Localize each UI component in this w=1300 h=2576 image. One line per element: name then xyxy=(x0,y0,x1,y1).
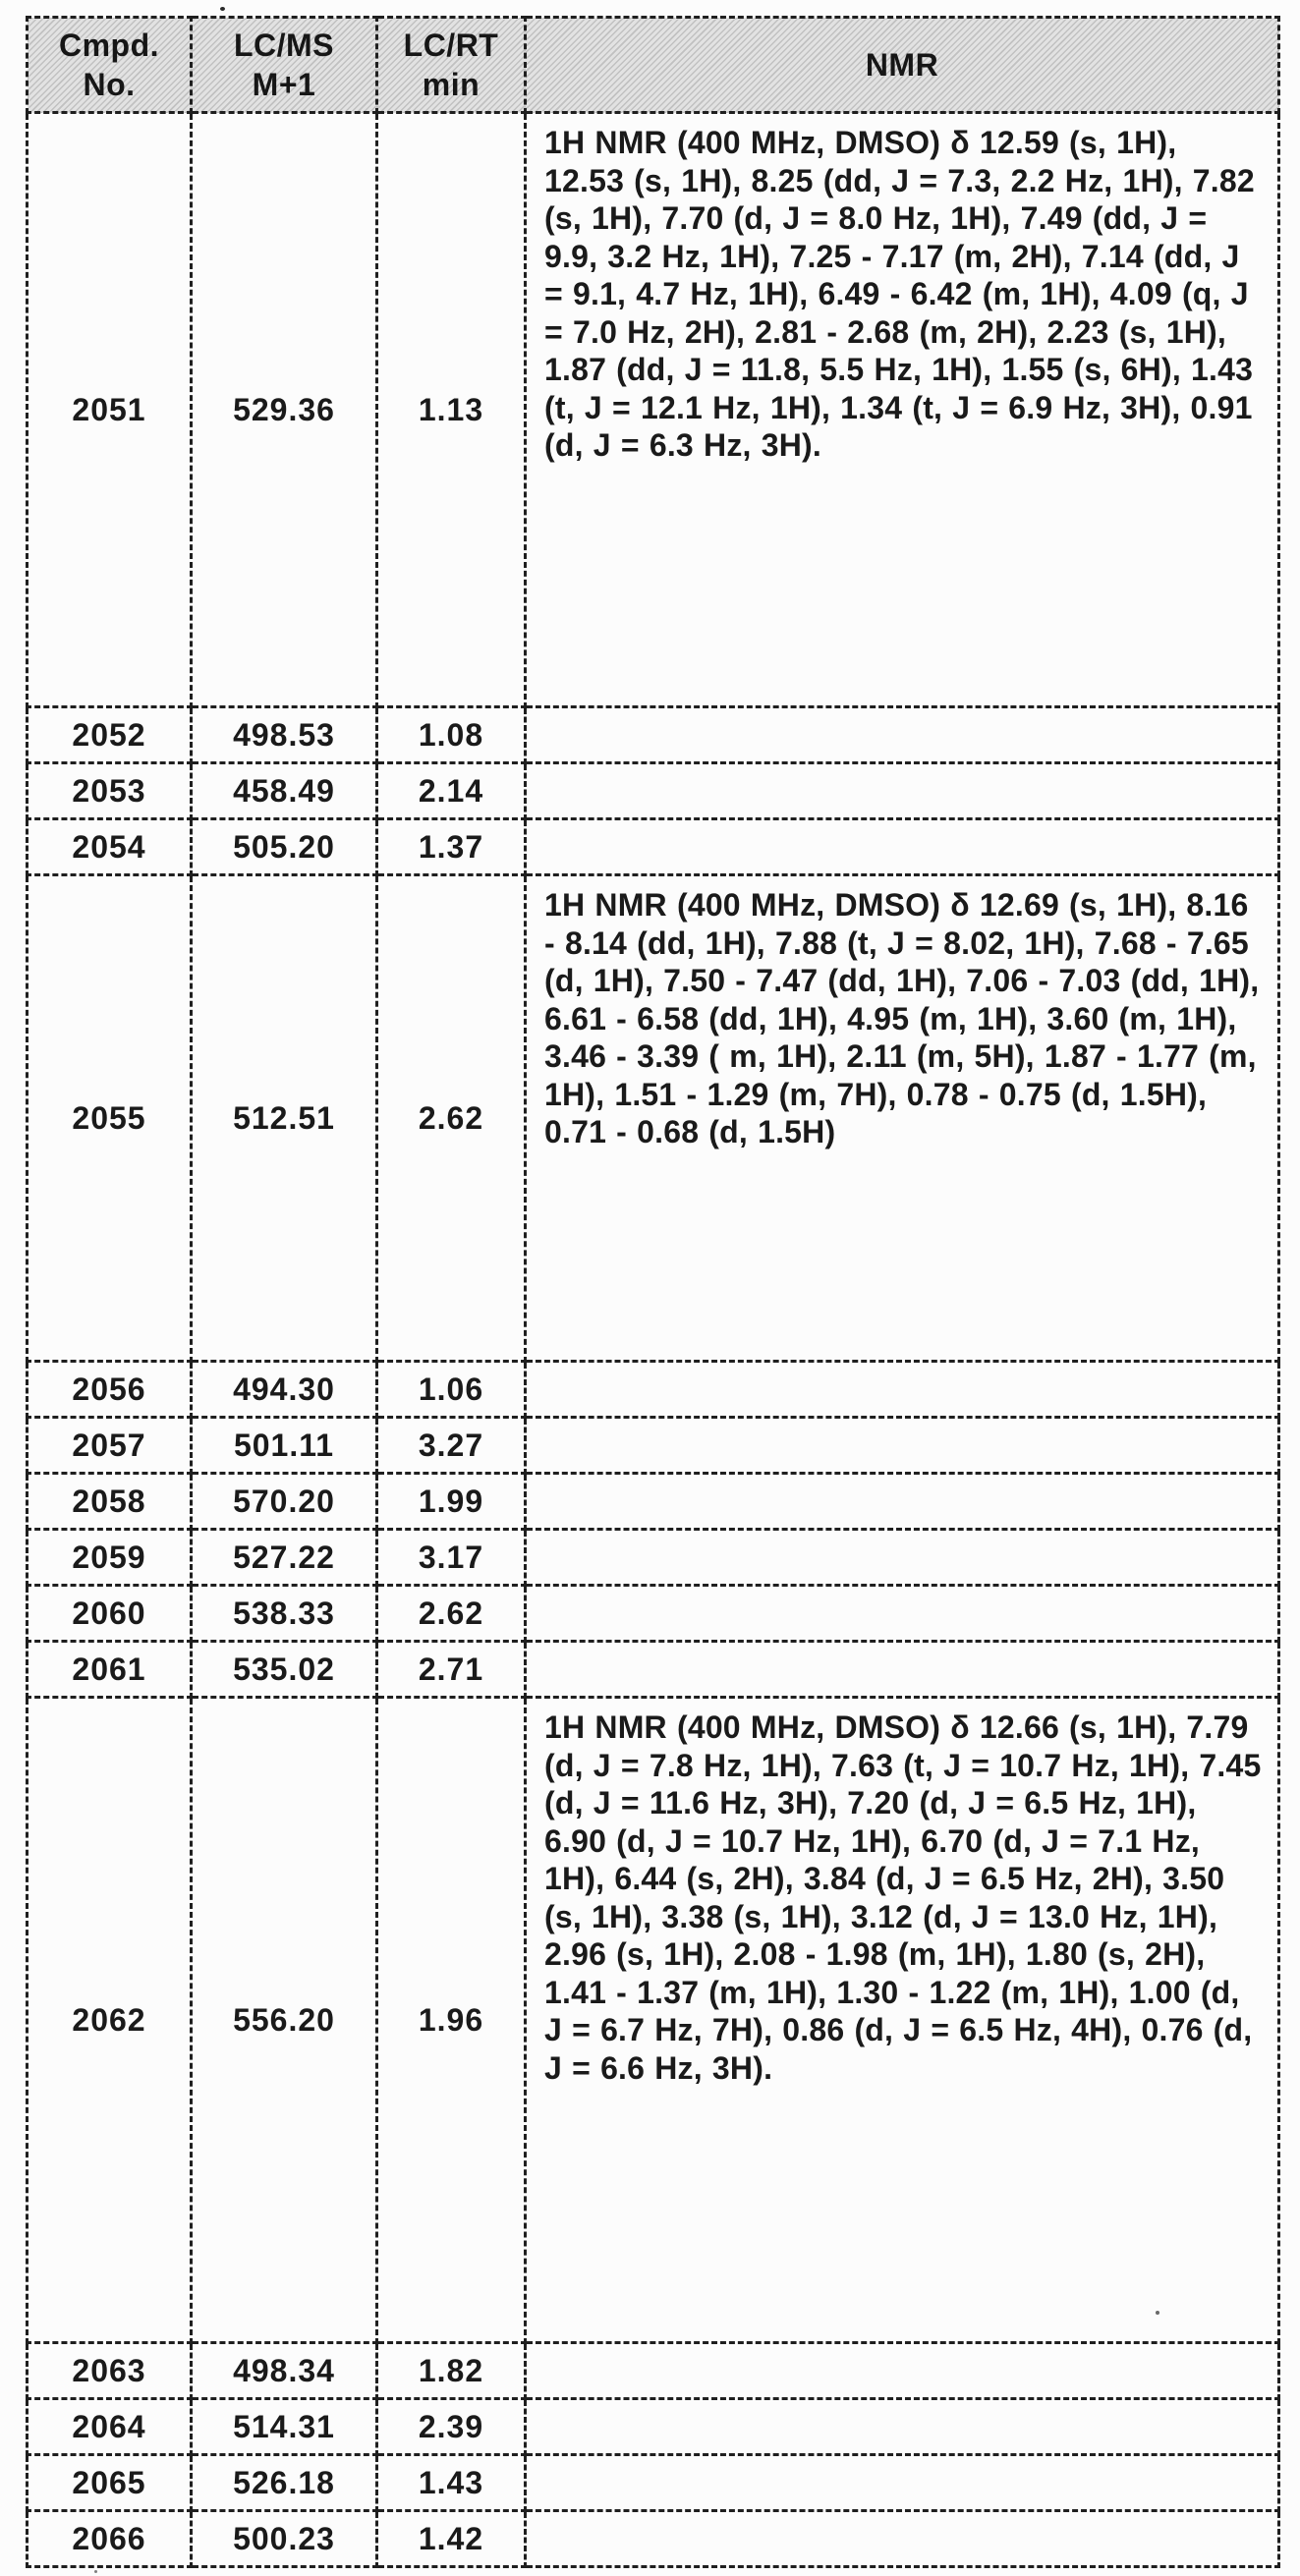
lcrt-min-cell: 1.43 xyxy=(377,2455,526,2511)
table-row xyxy=(28,875,1279,1362)
header-nmr: NMR xyxy=(526,18,1279,113)
lcrt-min-cell: 1.99 xyxy=(377,1474,526,1530)
header-lcms-m1: LC/MS M+1 xyxy=(192,18,377,113)
lcms-m1-cell: 535.02 xyxy=(192,1642,377,1698)
nmr-cell xyxy=(526,1418,1279,1474)
cmpd-no-cell: 2058 xyxy=(28,1474,192,1530)
nmr-cell xyxy=(526,1474,1279,1530)
nmr-cell xyxy=(526,1530,1279,1586)
lcrt-min-cell: 2.14 xyxy=(377,763,526,819)
table-row xyxy=(28,2455,1279,2511)
lcrt-min-cell: 1.42 xyxy=(377,2511,526,2567)
cmpd-no-cell: 2061 xyxy=(28,1642,192,1698)
cmpd-no-cell: 2053 xyxy=(28,763,192,819)
cmpd-no-cell: 2051 xyxy=(28,113,192,707)
table-row xyxy=(28,707,1279,763)
lcrt-min-cell: 2.62 xyxy=(377,1586,526,1642)
nmr-cell xyxy=(526,2343,1279,2399)
cmpd-no-cell: 2059 xyxy=(28,1530,192,1586)
nmr-cell xyxy=(526,819,1279,875)
lcms-m1-cell: 570.20 xyxy=(192,1474,377,1530)
nmr-cell: 1H NMR (400 MHz, DMSO) δ 12.66 (s, 1H), 7.79 (d, J = 7.8 Hz, 1H), 7.63 (t, J = 10.7 Hz, 1H), 7.45 (d, J = 11.6 Hz, 3H), 7.20 (d, J = 6.5 Hz, 1H), 6.90 (d, J = 10.7 Hz, 1H), 6.70 (d, J = 7.1 Hz, 1H), 6.44 (s, 2H), 3.84 (d, J = 6.5 Hz, 2H), 3.50 (s, 1H), 3.38 (s, 1H), 3.12 (d, J = 13.0 Hz, 1H), 2.96 (s, 1H), 2.08 - 1.98 (m, 1H), 1.80 (s, 2H), 1.41 - 1.37 (m, 1H), 1.30 - 1.22 (m, 1H), 1.00 (d, J = 6.7 Hz, 7H), 0.86 (d, J = 6.5 Hz, 4H), 0.76 (d, J = 6.6 Hz, 3H). xyxy=(526,1698,1279,2343)
lcrt-min-cell: 3.17 xyxy=(377,1530,526,1586)
lcms-m1-cell: 556.20 xyxy=(192,1698,377,2343)
nmr-cell xyxy=(526,1642,1279,1698)
cmpd-no-cell: 2054 xyxy=(28,819,192,875)
lcms-m1-cell: 494.30 xyxy=(192,1362,377,1418)
lcrt-min-cell: 2.39 xyxy=(377,2399,526,2455)
lcms-m1-cell: 527.22 xyxy=(192,1530,377,1586)
lcrt-min-cell: 3.27 xyxy=(377,1418,526,1474)
cmpd-no-cell: 2056 xyxy=(28,1362,192,1418)
scan-speck xyxy=(220,7,225,11)
cmpd-no-cell: 2060 xyxy=(28,1586,192,1642)
lcms-m1-cell: 529.36 xyxy=(192,113,377,707)
lcms-m1-cell: 498.53 xyxy=(192,707,377,763)
table-row xyxy=(28,1642,1279,1698)
table-row xyxy=(28,1418,1279,1474)
cmpd-no-cell: 2052 xyxy=(28,707,192,763)
table-row xyxy=(28,2343,1279,2399)
lcms-m1-cell: 501.11 xyxy=(192,1418,377,1474)
nmr-cell: 1H NMR (400 MHz, DMSO) δ 12.59 (s, 1H), 12.53 (s, 1H), 8.25 (dd, J = 7.3, 2.2 Hz, 1H), 7.82 (s, 1H), 7.70 (d, J = 8.0 Hz, 1H), 7.49 (dd, J = 9.9, 3.2 Hz, 1H), 7.25 - 7.17 (m, 2H), 7.14 (dd, J = 9.1, 4.7 Hz, 1H), 6.49 - 6.42 (m, 1H), 4.09 (q, J = 7.0 Hz, 2H), 2.81 - 2.68 (m, 2H), 2.23 (s, 1H), 1.87 (dd, J = 11.8, 5.5 Hz, 1H), 1.55 (s, 6H), 1.43 (t, J = 12.1 Hz, 1H), 1.34 (t, J = 6.9 Hz, 3H), 0.91 (d, J = 6.3 Hz, 3H). xyxy=(526,113,1279,707)
lcrt-min-cell: 1.37 xyxy=(377,819,526,875)
lcrt-min-cell: 1.06 xyxy=(377,1362,526,1418)
lcms-m1-cell: 500.23 xyxy=(192,2511,377,2567)
table-row xyxy=(28,819,1279,875)
table-row xyxy=(28,1530,1279,1586)
header-lcrt-min: LC/RT min xyxy=(377,18,526,113)
lcms-m1-cell: 514.31 xyxy=(192,2399,377,2455)
header-row xyxy=(28,18,1279,113)
nmr-cell xyxy=(526,763,1279,819)
cmpd-no-cell: 2065 xyxy=(28,2455,192,2511)
table-row xyxy=(28,1474,1279,1530)
lcms-m1-cell: 505.20 xyxy=(192,819,377,875)
nmr-cell: 1H NMR (400 MHz, DMSO) δ 12.69 (s, 1H), 8.16 - 8.14 (dd, 1H), 7.88 (t, J = 8.02, 1H), 7.68 - 7.65 (d, 1H), 7.50 - 7.47 (dd, 1H), 7.06 - 7.03 (dd, 1H), 6.61 - 6.58 (dd, 1H), 4.95 (m, 1H), 3.60 (m, 1H), 3.46 - 3.39 ( m, 1H), 2.11 (m, 5H), 1.87 - 1.77 (m, 1H), 1.51 - 1.29 (m, 7H), 0.78 - 0.75 (d, 1.5H), 0.71 - 0.68 (d, 1.5H) xyxy=(526,875,1279,1362)
lcms-m1-cell: 512.51 xyxy=(192,875,377,1362)
nmr-cell xyxy=(526,2511,1279,2567)
nmr-cell xyxy=(526,2399,1279,2455)
nmr-cell xyxy=(526,2455,1279,2511)
scan-speck xyxy=(94,2570,97,2573)
header-cmpd-no: Cmpd. No. xyxy=(28,18,192,113)
table-row xyxy=(28,2511,1279,2567)
lcrt-min-cell: 1.13 xyxy=(377,113,526,707)
table-row xyxy=(28,2399,1279,2455)
lcrt-min-cell: 1.96 xyxy=(377,1698,526,2343)
cmpd-no-cell: 2057 xyxy=(28,1418,192,1474)
cmpd-no-cell: 2055 xyxy=(28,875,192,1362)
cmpd-no-cell: 2064 xyxy=(28,2399,192,2455)
cmpd-no-cell: 2066 xyxy=(28,2511,192,2567)
lcrt-min-cell: 2.62 xyxy=(377,875,526,1362)
lcrt-min-cell: 1.08 xyxy=(377,707,526,763)
compound-table xyxy=(26,16,1280,2568)
lcms-m1-cell: 526.18 xyxy=(192,2455,377,2511)
lcms-m1-cell: 538.33 xyxy=(192,1586,377,1642)
cmpd-no-cell: 2062 xyxy=(28,1698,192,2343)
table-row xyxy=(28,763,1279,819)
nmr-cell xyxy=(526,1586,1279,1642)
nmr-cell xyxy=(526,1362,1279,1418)
lcrt-min-cell: 1.82 xyxy=(377,2343,526,2399)
table-body xyxy=(28,113,1279,2567)
table-row xyxy=(28,1586,1279,1642)
lcms-m1-cell: 498.34 xyxy=(192,2343,377,2399)
table-row xyxy=(28,1698,1279,2343)
table-row xyxy=(28,1362,1279,1418)
table-row xyxy=(28,113,1279,707)
cmpd-no-cell: 2063 xyxy=(28,2343,192,2399)
lcrt-min-cell: 2.71 xyxy=(377,1642,526,1698)
lcms-m1-cell: 458.49 xyxy=(192,763,377,819)
nmr-cell xyxy=(526,707,1279,763)
